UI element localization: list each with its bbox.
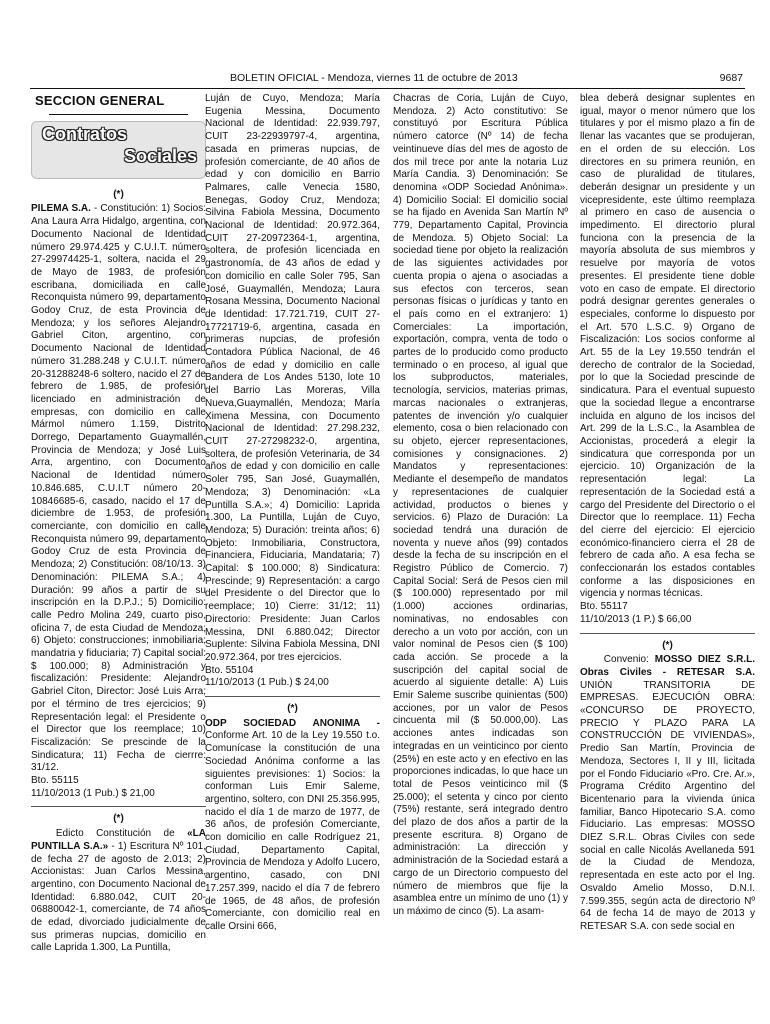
notice-publication: 11/10/2013 (1 P.) $ 66,00 <box>580 613 692 625</box>
column-4 <box>580 93 755 934</box>
notice-prefix: Convenio: <box>603 654 655 666</box>
column-2 <box>205 93 380 934</box>
notice-pilema <box>31 203 206 775</box>
notice-body: - Constitución: 1) Socios: Ana Laura Arra Hidalgo, argentina, con Documento Nacional de Identidad número 29.974.425 y C.U.I.T. número 27-29974425-1, soltera, nacida el 29 de Mayo de 1983, de profesión escribana, domiciliada en calle Reconquista número 99, departamento Godoy Cruz, de esta Provincia de Mendoza; y los señores Alejandro Gabriel Citon, argentino, con Documento Nacional de Identidad número 31.288.248 y C.U.I.T. número 20-31288248-6 soltero, nacido el 27 de febrero de 1.985, de profesión licenciado en administración de empresas, con domicilio en calle Mármol número 1.159, Distrito Dorrego, Departamento Guaymallén, Provincia de Mendoza; y José Luis Arra, argentino, con Documento Nacional de Identidad número 10.846.685, C.U.I.T número 20-10846685-6, casado, nacido el 17 de diciembre de 1.953, de profesión comerciante, con domicilio en calle Reconquista número 99, departamento Godoy Cruz de esta Provincia de Mendoza; 2) Constitución: 08/10/13. 3) Denominación: PILEMA S.A.; 4) Duración: 99 años a partir de su inscripción en la D.P.J.; 5) Domicilio: calle Pedro Molina 249, cuarto piso, oficina 7, de esta Ciudad de Mendoza; 6) Objeto: construcciones; inmobiliaria; mandatria y fiduciaria; 7) Capital social: $ 100.000; 8) Administración y fiscalización: Presidente: Alejandro Gabriel Citon, Director: José Luis Arra; por el término de tres ejercicios; 9) Representación legal: el Presidente o el Director que los reemplace; 10) Fiscalización: Se prescinde de la Sindicatura; 11) Fecha de cierrre: 31/12. <box>31 203 206 774</box>
notice-heading: «LA PUNTILLA S.A.» <box>31 828 206 852</box>
notice-separator <box>580 633 755 634</box>
notice-marker: (*) <box>662 639 673 651</box>
banner-line-2: Sociales <box>123 145 197 166</box>
notice-publication: 11/10/2013 (1 Pub.) $ 24,00 <box>205 677 329 689</box>
notice-odp-end: blea deberá designar suplentes en igual, mayor o menor número que los titulares y por el mismo plazo a fin de llenar las vacantes que se produjeran, en el orden de su elección. Los directores en su primera reunión, en caso de pluralidad de titulares, deberán designar un presidente y un vicepresidente, este último reemplaza al primero en caso de ausencia o impedimento. El directorio plural funciona con la presencia de la mayoría absoluta de sus miembros y resuelve por mayoría de votos presentes. El presidente tiene doble voto en caso de empate. El directorio podrá designar gerentes generales o especiales, conforme lo dispuesto por el Art. 570 L.S.C. 9) Organo de Fiscalización: Los socios conforme al Art. 55 de la Ley 19.550 tendrán el derecho de contralor de la Sociedad, por lo que la Sociedad prescinde de sindicatura. Para el eventual supuesto que la sociedad llegue a encontrarse incluida en alguno de los incisos del Art. 299 de la L.S.C., la Asamblea de Accionistas, procederá a elegir la sindicatura que corresponda por un ejercicio. 10) Organización de la representación legal: La representación de la Sociedad está a cargo del Presidente del Directorio o el Director que lo reemplace. 11) Fecha del cierre del ejercicio: El ejercicio económico-financiero cierra el 28 de febrero de cada año. A esa fecha se confeccionarán los estados contables conforme a las disposiciones en vigencia y normas técnicas. <box>580 93 755 600</box>
notice-body: UNIÓN TRANSITORIA DE EMPRESAS. EJECUCIÓN OBRA: «CONCURSO DE PROYECTO, PRECIO Y PLAZO PARA LA CONSTRUCCIÓN DE VIVIENDAS», Predio San Martín, Provincia de Mendoza, Sectores I, II y III, licitada por el Fondo Fiduciario «Pro. Cre. Ar.», Programa Crédito Argentino del Bicentenario para la vivienda única familiar, Banco Hipotecario S.A. como Fiduciario. Las empresas: MOSSO DIEZ S.R.L. Obras Civiles con sede social en calle Nicolás Avellaneda 591 de la Ciudad de Mendoza, representada en este acto por el Ing. Osvaldo Amelio Mosso, D.N.I. 7.599.355, según acta de directorio Nº 64 de fecha 14 de mayo de 2013 y RETESAR S.A. con sede social en <box>580 679 755 932</box>
notice-prefix: Edicto Constitución de <box>55 828 188 840</box>
column-3 <box>393 93 568 919</box>
notice-la-puntilla-cont: Luján de Cuyo, Mendoza; María Eugenia Messina, Documento Nacional de Identidad: 22.939.797, CUIT 23-22939797-4, argentina, casada en primeras nupcias, de profesión comerciante, de 40 años de edad y con domicilio en Barrio Palmares, calle Venecia 1580, Benegas, Godoy Cruz, Mendoza; Silvina Fabiola Messina, Documento Nacional de Identidad: 20.972.364, CUIT 27-20972364-1, argentina, soltera, de profesión licenciada en gastronomía, de 43 años de edad y con domicilio en calle Soler 795, San José, Guaymallén, Mendoza; Laura Rosana Messina, Documento Nacional de Identidad: 17.721.719, CUIT 27-17721719-6, argentina, casada en primeras nupcias, de profesión Contadora Pública Nacional, de 46 años de edad y domicilio en calle Bandera de Los Andes 5130, lote 10 del Barrio Las Moreras, Villa Nueva,Guaymallén, Mendoza; María Ximena Messina, con Documento Nacional de Identidad: 27.298.232, CUIT 27-27298232-0, argentina, soltera, de profesión Veterinaria, de 34 años de edad y con domicilio en calle Soler 795, San José, Guaymallén, Mendoza; 3) Denominación: «La Puntilla S.A.»; 4) Domicilio: Laprida 1.300, La Puntilla, Luján de Cuyo, Mendoza; 5) Duración: treinta años; 6) Objeto: Inmobiliaria, Constructora, Financiera, Fiduciaria, Mandataria; 7) Capital: $ 100.000; 8) Sindicatura: Prescinde; 9) Representación: a cargo del Presidente o del Director que lo reemplace; 10) Cierre: 31/12; 11) Directorio: Presidente: Juan Carlos Messina, DNI 6.880.042; Director Suplente: Silvina Fabiola Messina, DNI 20.972.364, por tres ejercicios. <box>205 93 380 663</box>
notice-bto: Bto. 55117 <box>580 601 628 613</box>
notice-bto: Bto. 55115 <box>31 775 79 787</box>
notice-heading: MOSSO DIEZ S.R.L. Obras Civiles - RETESAR S.A. <box>580 654 755 678</box>
notice-body: - 1) Escritura Nº 101, de fecha 27 de agosto de 2.013; 2) Accionistas: Juan Carlos Messina, argentino, con Documento Nacional de Identidad: 6.880.042, CUIT 20-06880042-1, comerciante, de 74 años de edad, divorciado judicialmente de sus primeras nupcias, domicilio en calle Laprida 1.300, La Puntilla, <box>31 840 206 954</box>
notice-odp-cont: Chacras de Coria, Luján de Cuyo, Mendoza. 2) Acto constitutivo: Se constituyó por Escritura Pública número catorce (Nº 14) de fecha veintinueve días del mes de agosto de dos mil trece por ante la notaria Luz María Candia. 3) Denominación: Se denomina «ODP Sociedad Anónima». 4) Domicilio Social: El domicilio social se ha fijado en Avenida San Martín Nº 779, Departamento Capital, Provincia de Mendoza. 5) Objeto Social: La sociedad tiene por objeto la realización de las siguientes actividades por cuenta propia o ajena o asociadas a sus efectos con terceros, sean personas físicas o jurídicas y tanto en el país como en el extranjero: 1) Comerciales: La importación, exportación, compra, venta de todo o partes de lo producido como producto terminado o en proceso, al igual que los subproductos, materiales, tecnología, servicios, materias primas, marcas nacionales o extranjeras, patentes de invención y/o cualquier elemento, cosa o bien relacionado con su objeto, ejercer representaciones, comisiones y consignaciones. 2) Mandatos y representaciones: Mediante el desempeño de mandatos y representaciones de cualquier actividad, productos o bienes y servicios. 6) Plazo de Duración: La sociedad tendrá una duración de noventa y nueve años (99) contados desde la fecha de su inscripción en el Registro Público de Comercio. 7) Capital Social: Será de Pesos cien mil ($ 100.000) representado por mil (1.000) acciones ordinarias, nominativas, no endosables con derecho a un voto por acción, con un valor nominal de Pesos cien ($ 100) cada acción. Se procede a la suscripción del capital social de acuerdo al siguiente detalle: A) Luis Emir Saleme suscribe quinientas (500) acciones, por un valor de Pesos cincuenta mil ($ 50.000,00). Las acciones antes indicadas son integradas en un veinticinco por ciento (25%) en este acto y en efectivo en las proporciones indicadas, lo que hace un total de Pesos veinticinco mil ($ 25.000); el setenta y cinco por ciento (75%) restante, será integrado dentro del plazo de dos años a partir de la presente escritura. 8) Organo de administración: La dirección y administración de la Sociedad estará a cargo de un Directorio compuesto del número de miembros que fije la asamblea entre un mínimo de uno (1) y un máximo de cinco (5). La asam- <box>393 93 568 917</box>
notice-la-puntilla <box>31 828 206 955</box>
banner-line-1: Contratos <box>42 123 127 144</box>
notice-separator <box>31 806 206 807</box>
notice-marker: (*) <box>113 813 124 825</box>
page-number: 9687 <box>719 72 743 84</box>
column-1 <box>31 93 206 955</box>
notice-marker: (*) <box>287 703 298 715</box>
section-rule <box>49 114 188 115</box>
notice-odp <box>205 718 380 934</box>
notice-publication: 11/10/2013 (1 Pub.) $ 21,00 <box>31 787 155 799</box>
publication-title: BOLETIN OFICIAL - Mendoza, viernes 11 de octubre de 2013 <box>230 72 518 84</box>
notice-bto: Bto. 55104 <box>205 664 254 676</box>
notice-body: Conforme Art. 10 de la Ley 19.550 t.o. Comunícase la constitución de una Sociedad Anónima conforme a las siguientes previsiones: 1) Socios: la conforman Luis Emir Saleme, argentino, soltero, con DNI 25.356.995, nacido el día 1 de marzo de 1977, de 36 años, de profesión Comerciante, con domicilio en calle Rodríguez 21, Ciudad, Departamento Capital, Provincia de Mendoza y Adolfo Lucero, argentino, casado, con DNI 17.257.399, nacido el día 7 de febrero de 1965, de 48 años, de profesión Comerciante, con domicilio real en calle Orsini 666, <box>205 730 380 932</box>
section-title: SECCION GENERAL <box>35 93 165 108</box>
notice-heading: PILEMA S.A. <box>31 203 91 215</box>
notice-heading: ODP SOCIEDAD ANONIMA - <box>205 717 380 729</box>
notice-separator <box>205 696 380 697</box>
notice-mosso-diez <box>580 654 755 933</box>
notice-marker: (*) <box>113 188 124 200</box>
page-header <box>30 70 745 89</box>
contratos-sociales-banner <box>31 121 206 179</box>
